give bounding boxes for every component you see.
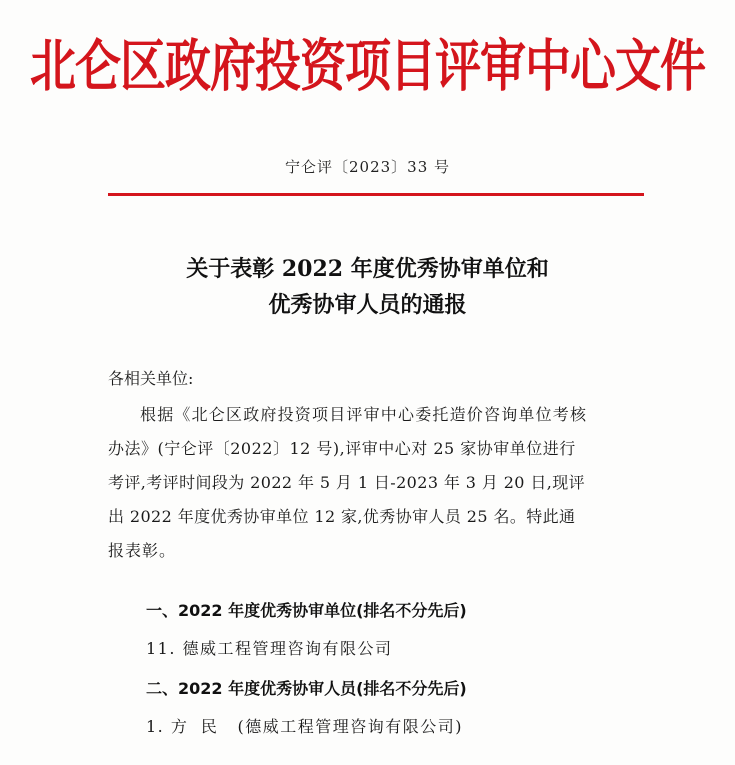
document-number: 宁仑评〔2023〕33 号 [284, 158, 451, 176]
body-paragraph-line: 考评,考评时间段为 2022 年 5 月 1 日-2023 年 3 月 20 日,现评 [108, 473, 586, 492]
document-title-line-2: 优秀协审人员的通报 [268, 292, 467, 318]
person-organization: (德威工程管理咨询有限公司) [237, 717, 463, 736]
body-paragraph-line: 办法》(宁仑评〔2022〕12 号),评审中心对 25 家协审单位进行 [108, 439, 576, 458]
org-header-title: 北仑区政府投资项目评审中心文件 [30, 32, 705, 99]
list-item-person [146, 714, 463, 737]
section-heading-personnel: 二、2022 年度优秀协审人员(排名不分先后) [146, 679, 467, 698]
person-name: 方民 [170, 717, 231, 736]
red-divider-rule [108, 193, 644, 196]
document-title [0, 251, 735, 323]
document-title-line-1: 关于表彰 2022 年度优秀协审单位和 [186, 256, 549, 282]
body-paragraph-line: 出 2022 年度优秀协审单位 12 家,优秀协审人员 25 名。特此通 [108, 507, 576, 526]
salutation: 各相关单位: [108, 369, 194, 388]
body-paragraph-line: 根据《北仑区政府投资项目评审中心委托造价咨询单位考核 [140, 405, 588, 424]
section-heading-units: 一、2022 年度优秀协审单位(排名不分先后) [146, 601, 467, 620]
body-paragraph-line: 报表彰。 [108, 541, 177, 560]
list-item-unit: 11. 德威工程管理咨询有限公司 [146, 639, 393, 658]
person-number: 1. [146, 717, 165, 736]
